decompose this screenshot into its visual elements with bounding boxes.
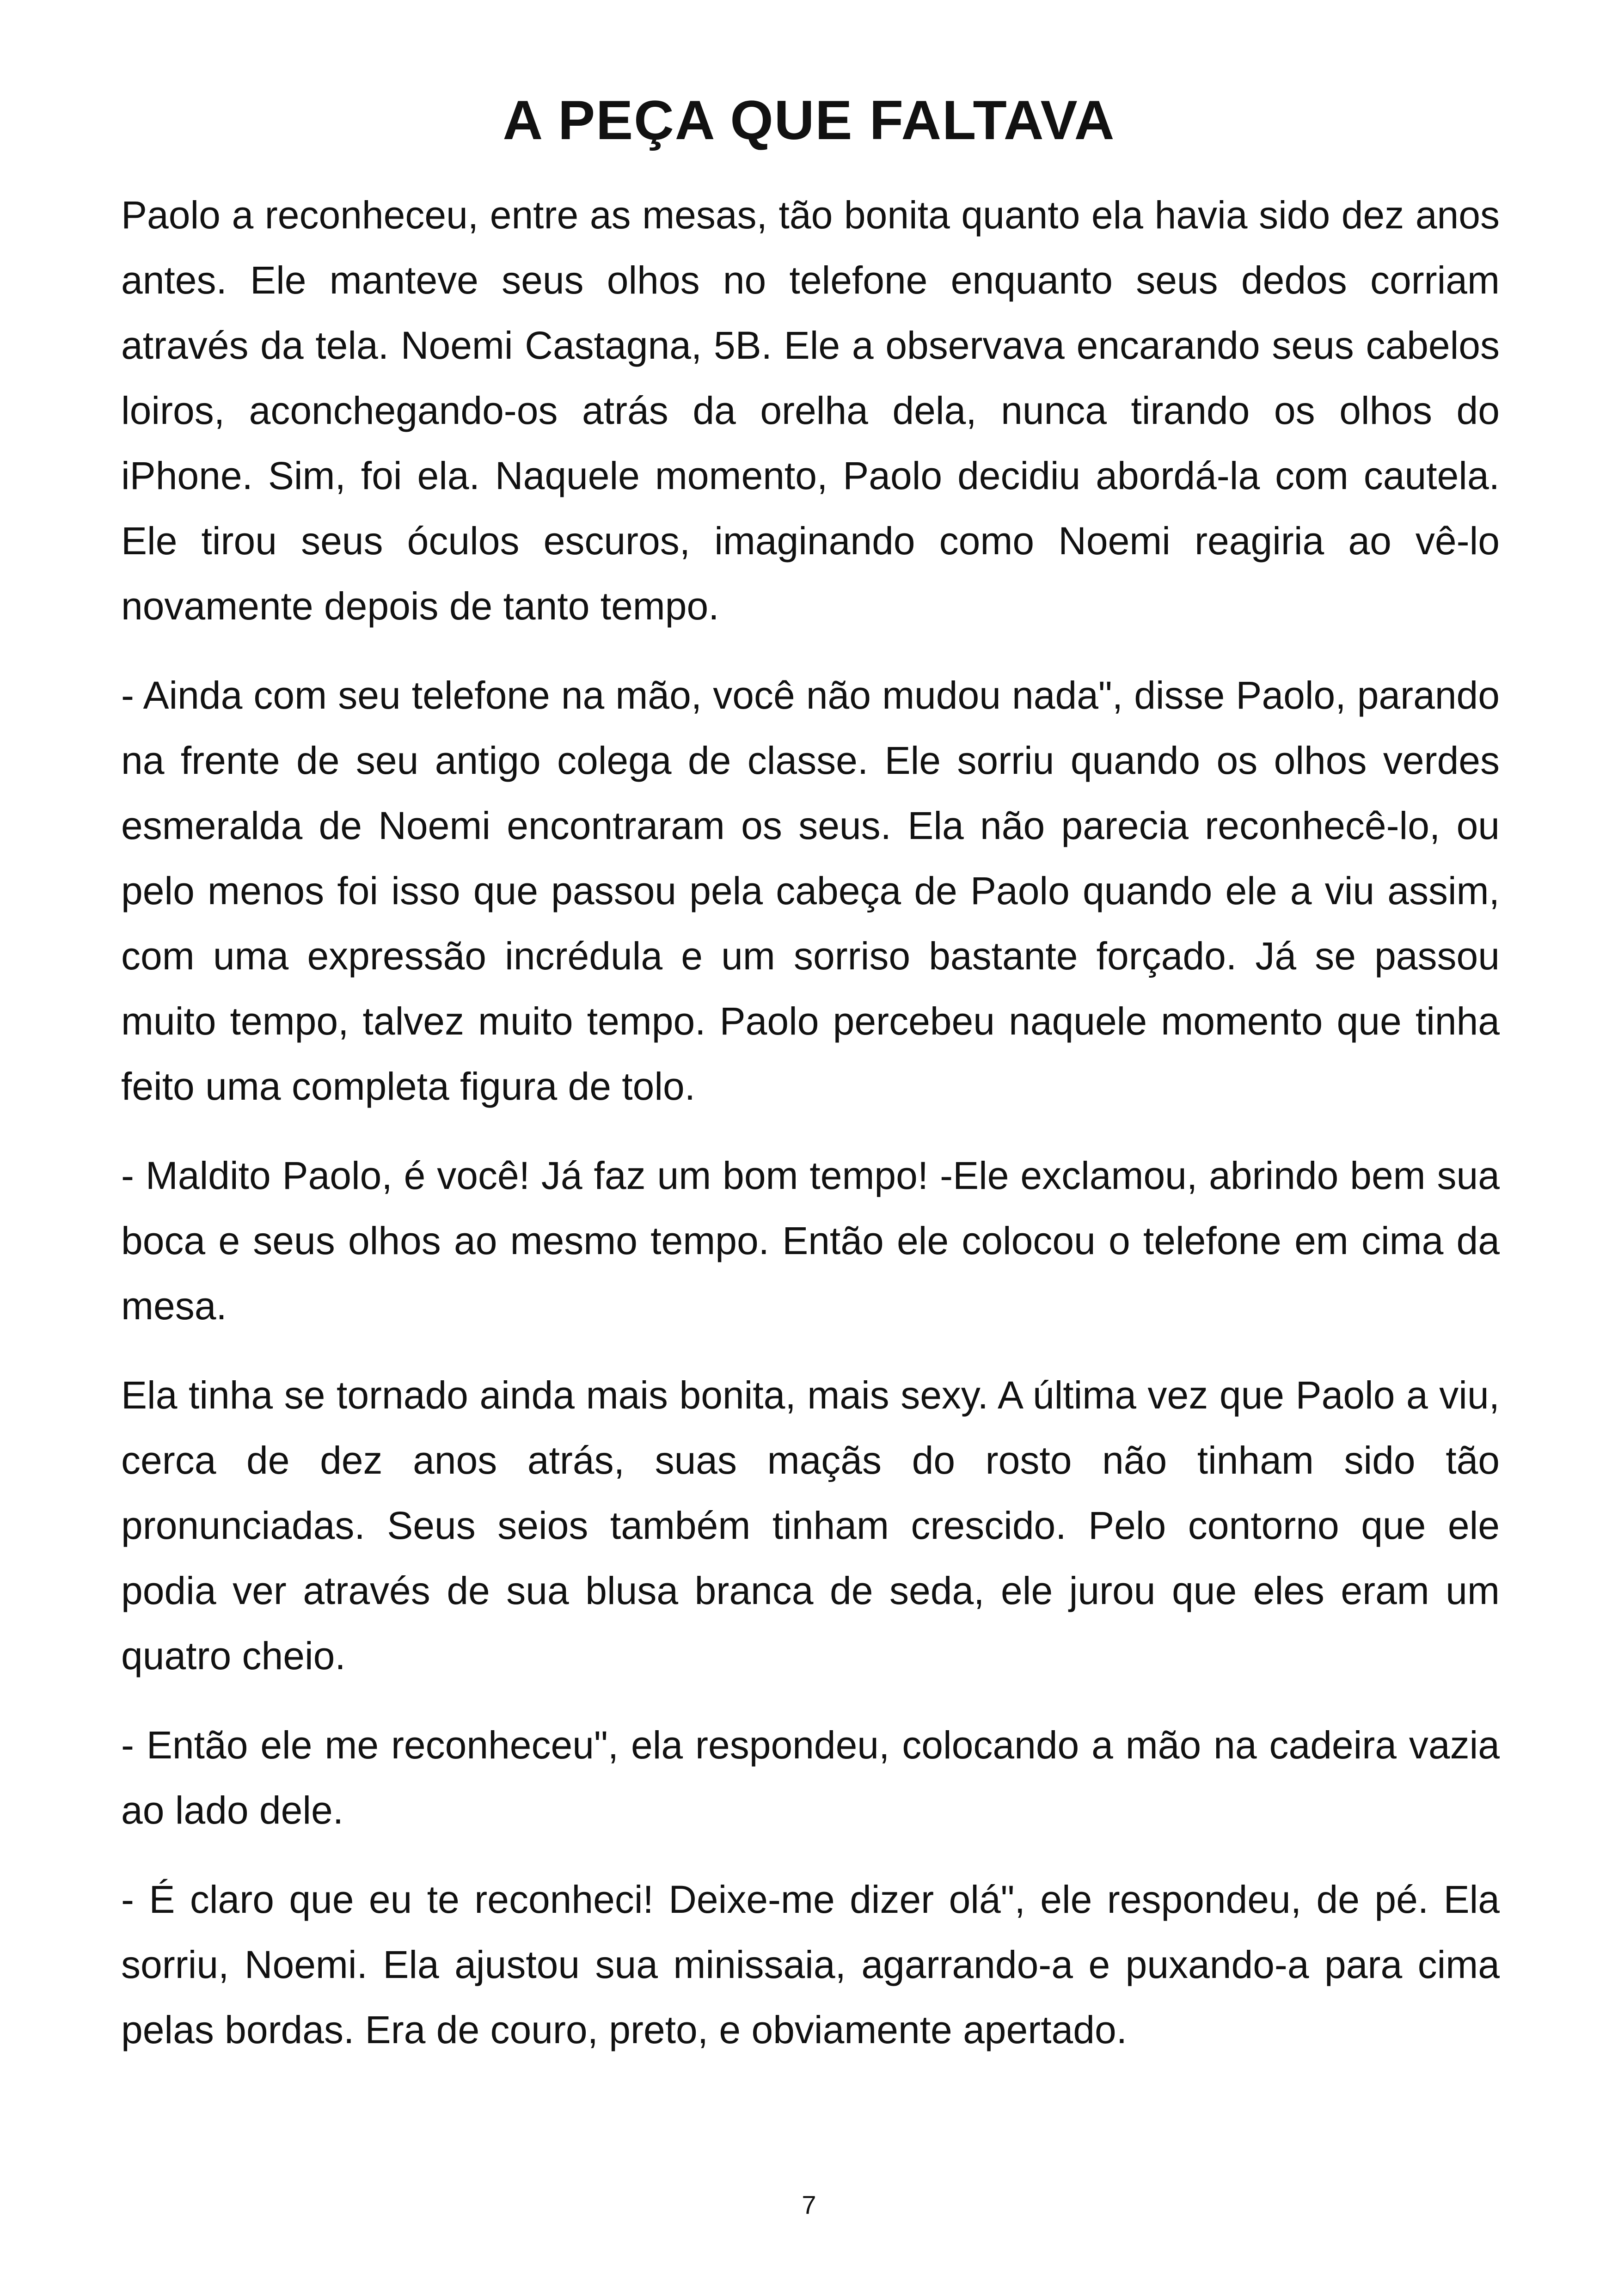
body-text	[121, 183, 1500, 2087]
paragraph-4: Ela tinha se tornado ainda mais bonita, mais sexy. A última vez que Paolo a viu, cerca de dez anos atrás, suas maçãs do rosto não tinham sido tão pronunciadas. Seus seios também tinham crescido. Pelo contorno que ele podia ver através de sua blusa branca de seda, ele jurou que eles eram um quatro cheio.	[121, 1373, 1500, 1678]
paragraph-5: - Então ele me reconheceu", ela respondeu, colocando a mão na cadeira vazia ao lado dele.	[121, 1723, 1500, 1832]
paragraph-1: Paolo a reconheceu, entre as mesas, tão bonita quanto ela havia sido dez anos antes. Ele manteve seus olhos no telefone enquanto seus dedos corriam através da tela. Noemi Castagna, 5B. Ele a observava encarando seus cabelos loiros, aconchegando-os atrás da orelha dela, nunca tirando os olhos do iPhone. Sim, foi ela. Naquele momento, Paolo decidiu abordá-la com cautela. Ele tirou seus óculos escuros, imaginando como Noemi reagiria ao vê-lo novamente depois de tanto tempo.	[121, 193, 1500, 628]
page-number: 7	[802, 2190, 816, 2219]
chapter-title: A PEÇA QUE FALTAVA	[503, 89, 1115, 151]
paragraph-3: - Maldito Paolo, é você! Já faz um bom tempo! -Ele exclamou, abrindo bem sua boca e seus olhos ao mesmo tempo. Então ele colocou o telefone em cima da mesa.	[121, 1154, 1500, 1328]
paragraph-2: - Ainda com seu telefone na mão, você não mudou nada", disse Paolo, parando na frente de seu antigo colega de classe. Ele sorriu quando os olhos verdes esmeralda de Noemi encontraram os seus. Ela não parecia reconhecê-lo, ou pelo menos foi isso que passou pela cabeça de Paolo quando ele a viu assim, com uma expressão incrédula e um sorriso bastante forçado. Já se passou muito tempo, talvez muito tempo. Paolo percebeu naquele momento que tinha feito uma completa figura de tolo.	[121, 673, 1500, 1108]
paragraph-6: - É claro que eu te reconheci! Deixe-me dizer olá", ele respondeu, de pé. Ela sorriu, Noemi. Ela ajustou sua minissaia, agarrando-a e puxando-a para cima pelas bordas. Era de couro, preto, e obviamente apertado.	[121, 1878, 1500, 2051]
